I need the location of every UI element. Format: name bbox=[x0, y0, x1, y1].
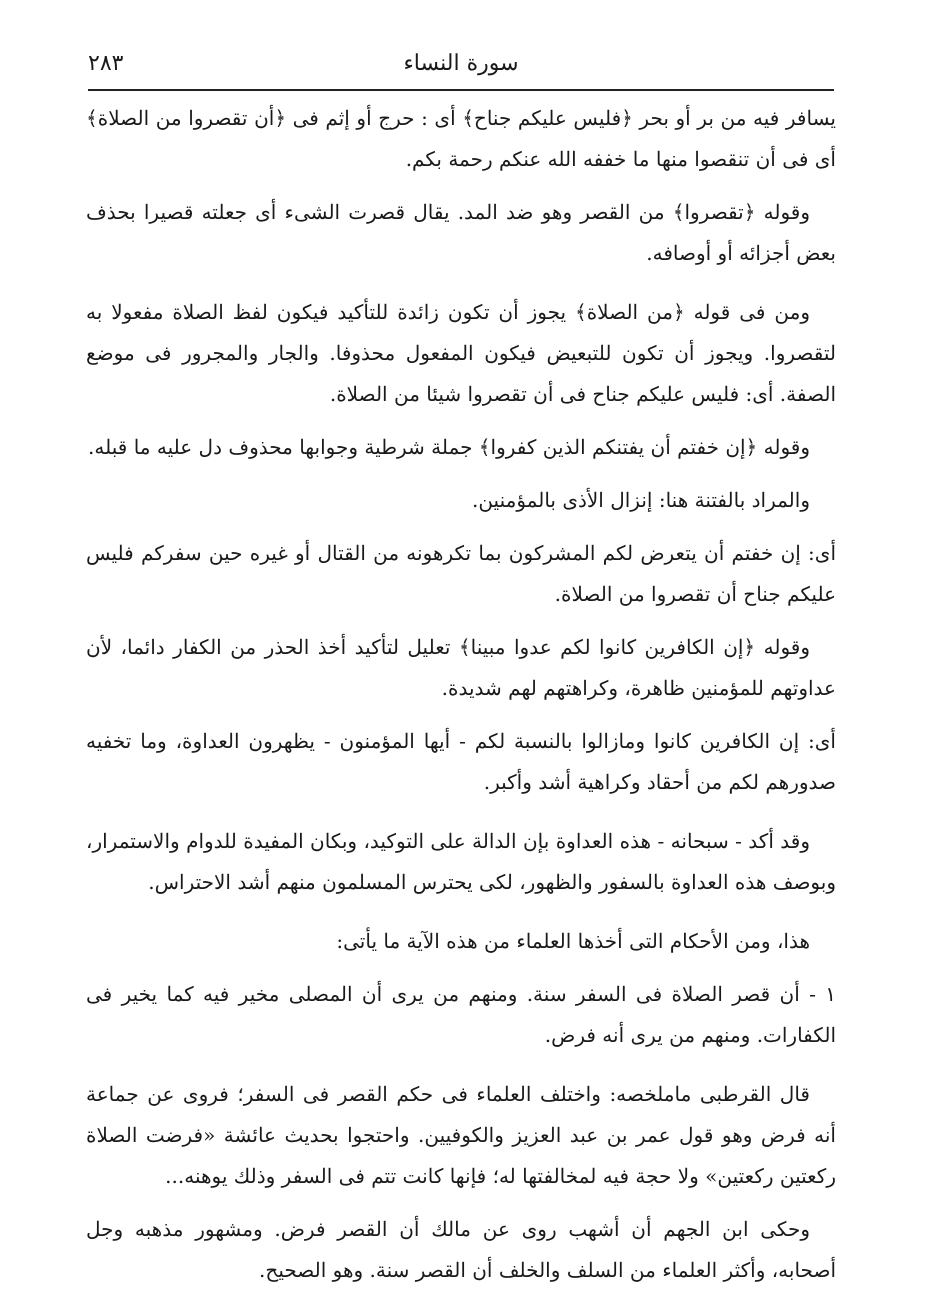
paragraph: يسافر فيه من بر أو بحر ﴿فليس عليكم جناح﴾ أى : حرج أو إثم فى ﴿أن تقصروا من الصلاة﴾ أى فى أن تنقصوا منها ما خففه الله عنكم رحمة بكم. bbox=[86, 106, 836, 171]
page-header bbox=[88, 44, 834, 84]
paragraph: ومن فى قوله ﴿من الصلاة﴾ يجوز أن تكون زائدة للتأكيد فيكون لفظ الصلاة مفعولا به لتقصروا. ويجوز أن تكون للتبعيض فيكون المفعول محذوفا. والجار والمجرور فى موضع الصفة. أى: فليس عليكم جناح فى أن تقصروا شيئا من الصلاة. bbox=[86, 300, 836, 406]
paragraph: أى: إن خفتم أن يتعرض لكم المشركون بما تكرهونه من القتال أو غيره حين سفركم فليس عليكم جناح أن تقصروا من الصلاة. bbox=[86, 541, 836, 606]
surah-title: سورة النساء bbox=[403, 51, 519, 76]
page-body bbox=[86, 98, 836, 1303]
paragraph: وقوله ﴿تقصروا﴾ من القصر وهو ضد المد. يقال قصرت الشىء أى جعلته قصيرا بحذف بعض أجزائه أو أوصافه. bbox=[86, 200, 836, 265]
page-number: ٢٨٣ bbox=[88, 51, 124, 76]
paragraph: ١ - أن قصر الصلاة فى السفر سنة. ومنهم من يرى أن المصلى مخير فيه كما يخير فى الكفارات. ومنهم من يرى أنه فرض. bbox=[86, 982, 836, 1047]
paragraph: قال القرطبى ماملخصه: واختلف العلماء فى حكم القصر فى السفر؛ فروى عن جماعة أنه فرض وهو قول عمر بن عبد العزيز والكوفيين. واحتجوا بحديث عائشة «فرضت الصلاة ركعتين ركعتين» ولا حجة فيه لمخالفتها له؛ فإنها كانت تتم فى السفر وذلك يوهنه... bbox=[86, 1082, 836, 1188]
header-rule bbox=[88, 89, 834, 91]
paragraph: وقد أكد - سبحانه - هذه العداوة بإن الدالة على التوكيد، وبكان المفيدة للدوام والاستمرار، وبوصف هذه العداوة بالسفور والظهور، لكى يحترس المسلمون منهم أشد الاحتراس. bbox=[86, 829, 836, 894]
paragraph: والمراد بالفتنة هنا: إنزال الأذى بالمؤمنين. bbox=[471, 488, 810, 512]
paragraph: وقوله ﴿إن الكافرين كانوا لكم عدوا مبينا﴾ تعليل لتأكيد أخذ الحذر من الكفار دائما، لأن عداوتهم للمؤمنين ظاهرة، وكراهتهم لهم شديدة. bbox=[86, 635, 836, 700]
paragraph: أى: إن الكافرين كانوا ومازالوا بالنسبة لكم - أيها المؤمنون - يظهرون العداوة، وما تخفيه صدورهم لكم من أحقاد وكراهية أشد وأكبر. bbox=[86, 729, 836, 794]
paragraph: وقوله ﴿إن خفتم أن يفتنكم الذين كفروا﴾ جملة شرطية وجوابها محذوف دل عليه ما قبله. bbox=[88, 435, 810, 459]
paragraph: هذا، ومن الأحكام التى أخذها العلماء من هذه الآية ما يأتى: bbox=[336, 929, 810, 953]
paragraph: وحكى ابن الجهم أن أشهب روى عن مالك أن القصر فرض. ومشهور مذهبه وجل أصحابه، وأكثر العلماء من السلف والخلف أن القصر سنة. وهو الصحيح. bbox=[86, 1217, 836, 1282]
